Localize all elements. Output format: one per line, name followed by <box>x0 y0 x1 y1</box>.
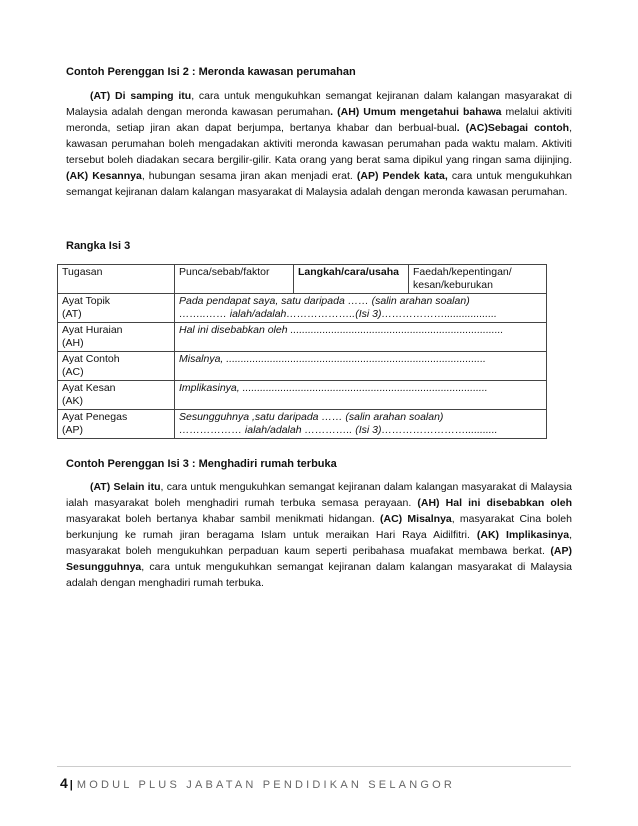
footer-text: MODUL PLUS JABATAN PENDIDIKAN SELANGOR <box>76 779 455 791</box>
row-code: (AK) <box>62 395 83 407</box>
bold-run: (AT) Di samping itu <box>90 90 192 102</box>
row-line: Implikasinya, .................................................................................... <box>179 382 488 394</box>
bold-run: (AC) Misalnya <box>380 513 452 525</box>
bold-run: (AH) Hal ini disebabkan oleh <box>417 497 572 509</box>
row-template <box>175 294 547 323</box>
row-template <box>175 410 547 439</box>
row-label <box>58 410 175 439</box>
row-line: ……..…… ialah/adalah………………..(Isi 3)……………….................. <box>179 308 497 320</box>
footer-divider <box>57 766 571 767</box>
row-title: Ayat Topik <box>62 295 111 307</box>
header-langkah: Langkah/cara/usaha <box>294 265 409 294</box>
row-line: ……………… ialah/adalah ………….. (Isi 3)……………………........... <box>179 424 498 436</box>
row-title: Ayat Penegas <box>62 411 128 423</box>
header-punca: Punca/sebab/faktor <box>175 265 294 294</box>
row-line: Sesungguhnya ,satu daripada …… (salin arahan soalan) <box>179 411 444 423</box>
row-code: (AC) <box>62 366 84 378</box>
bold-run: (AP) Pendek kata, <box>356 170 448 182</box>
row-title: Ayat Contoh <box>62 353 120 365</box>
row-label <box>58 381 175 410</box>
bold-run: (AP) Sesungguhnya <box>66 545 572 573</box>
row-template <box>175 323 547 352</box>
row-template <box>175 352 547 381</box>
row-line: Pada pendapat saya, satu daripada …… (salin arahan soalan) <box>179 295 470 307</box>
section3-heading: Contoh Perenggan Isi 3 : Menghadiri rumah terbuka <box>66 458 337 470</box>
bold-run: . (AH) Umum mengetahui bahawa <box>330 106 502 118</box>
row-label <box>58 294 175 323</box>
bold-run: (AK) Implikasinya <box>476 529 570 541</box>
table-row <box>58 323 547 352</box>
section1-heading: Contoh Perenggan Isi 2 : Meronda kawasan perumahan <box>66 66 356 78</box>
page-footer <box>60 775 455 791</box>
row-line: Hal ini disebabkan oleh ......................................................................... <box>179 324 504 336</box>
row-line: Misalnya, ......................................................................................... <box>179 353 486 365</box>
row-label <box>58 352 175 381</box>
table-row <box>58 352 547 381</box>
section3-paragraph: (AT) Selain itu, cara untuk mengukuhkan semangat kejiranan dalam kalangan masyarakat di Malaysia ialah masyarakat boleh menghadiri rumah terbuka semasa perayaan. (AH) Hal ini disebabkan oleh masyarakat boleh bertanya khabar sambil menikmati hidangan. (AC) Misalnya, masyarakat Cina boleh berkunjung ke rumah jiran beragama Islam untuk meraikan Hari Raya Aidilfitri. (AK) Implikasinya, masyarakat boleh mengukuhkan perpaduan kaum seperti peribahasa muafakat membawa berkat. (AP) Sesungguhnya, cara untuk mengukuhkan semangat kejiranan dalam kalangan masyarakat di Malaysia adalah dengan menghadiri rumah terbuka. <box>66 481 573 589</box>
table-row <box>58 410 547 439</box>
header-faedah: Faedah/kepentingan/ kesan/keburukan <box>409 265 547 294</box>
bold-run: (AT) Selain itu <box>90 481 161 493</box>
header-tugasan: Tugasan <box>58 265 175 294</box>
rangka-header-row <box>58 265 547 294</box>
section1-paragraph: (AT) Di samping itu, cara untuk mengukuhkan semangat kejiranan dalam kalangan masyarakat di Malaysia adalah dengan meronda kawasan perumahan. (AH) Umum mengetahui bahawa melalui aktiviti meronda, setiap jiran akan dapat berjumpa, bertanya khabar dan berbual-bual. (AC)Sebagai contoh, kawasan perumahan boleh mengadakan aktiviti meronda kawasan perumahan pada waktu malam. Aktiviti tersebut boleh diadakan secara bergilir-gilir. Kata orang yang berat sama dipikul yang ringan sama dijinjing. (AK) Kesannya, hubungan sesama jiran akan menjadi erat. (AP) Pendek kata, cara untuk mengukuhkan semangat kejiranan dalam kalangan masyarakat di Malaysia adalah dengan meronda kawasan perumahan. <box>66 90 573 198</box>
bold-run: (AK) Kesannya <box>66 170 142 182</box>
row-code: (AH) <box>62 337 84 349</box>
row-code: (AP) <box>62 424 83 436</box>
rangka-heading: Rangka Isi 3 <box>66 240 131 252</box>
table-row <box>58 294 547 323</box>
row-code: (AT) <box>62 308 82 320</box>
rangka-table <box>57 264 547 439</box>
table-row <box>58 381 547 410</box>
bold-run: . (AC)Sebagai contoh <box>456 122 570 134</box>
row-template <box>175 381 547 410</box>
row-title: Ayat Kesan <box>62 382 116 394</box>
row-label <box>58 323 175 352</box>
page-number: 4 <box>60 775 68 791</box>
row-title: Ayat Huraian <box>62 324 123 336</box>
footer-separator: | <box>69 779 73 791</box>
